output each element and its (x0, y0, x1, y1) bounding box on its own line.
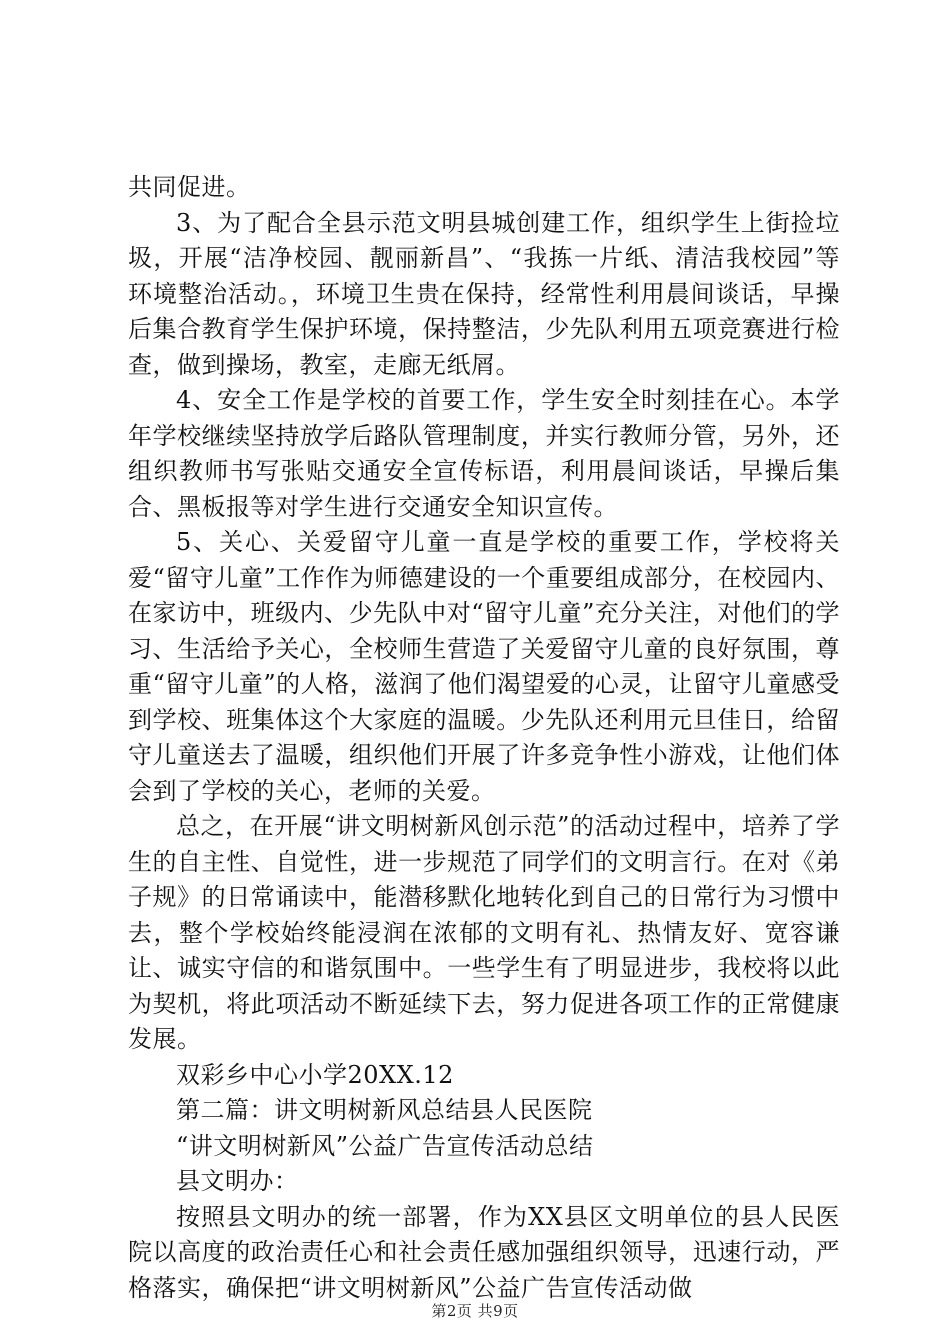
section-heading: 第二篇：讲文明树新风总结县人民医院 (176, 1096, 593, 1124)
paragraph-continuation: 共同促进。 (128, 173, 251, 201)
report-title: “讲文明树新风”公益广告宣传活动总结 (176, 1131, 594, 1160)
paragraph-item-5: 5、关心、关爱留守儿童一直是学校的重要工作，学校将关爱“留守儿童”工作作为师德建设的一个重要组成部分，在校园内、在家访中，班级内、少先队中对“留守儿童”充分关注，对他们的学习、生活给予关心，全校师生营造了关爱留守儿童的良好氛围，尊重“留守儿童”的人格，滋润了他们渴望爱的心灵，让留守儿童感受到学校、班集体这个大家庭的温暖。少先队还利用元旦佳日，给留守儿童送去了温暖，组织他们开展了许多竞争性小游戏，让他们体会到了学校的关心，老师的关爱。 (128, 528, 840, 805)
document-body (128, 170, 840, 1306)
paragraph-item-3: 3、为了配合全县示范文明县城创建工作，组织学生上街捡垃圾，开展“洁净校园、靓丽新昌”、“我拣一片纸、清洁我校园”等环境整治活动。，环境卫生贵在保持，经常性利用晨间谈话，早操后集合教育学生保护环境，保持整洁，少先队利用五项竞赛进行检查，做到操场，教室，走廊无纸屑。 (128, 208, 840, 379)
page-number-footer: 第2页 共9页 (431, 1302, 519, 1320)
signature-line: 双彩乡中心小学20XX.12 (176, 1060, 454, 1089)
salutation: 县文明办： (176, 1167, 299, 1195)
paragraph-summary: 总之，在开展“讲文明树新风创示范”的活动过程中，培养了学生的自主性、自觉性，进一步规范了同学们的文明言行。在对《弟子规》的日常诵读中，能潜移默化地转化到自己的日常行为习惯中去，整个学校始终能浸润在浓郁的文明有礼、热情友好、宽容谦让、诚实守信的和谐氛围中。一些学生有了明显进步，我校将以此为契机，将此项活动不断延续下去，努力促进各项工作的正常健康发展。 (128, 812, 840, 1053)
paragraph-report-intro: 按照县文明办的统一部署，作为XX县区文明单位的县人民医院以高度的政治责任心和社会责任感加强组织领导，迅速行动，严格落实，确保把“讲文明树新风”公益广告宣传活动做 (128, 1202, 840, 1302)
paragraph-item-4: 4、安全工作是学校的首要工作，学生安全时刻挂在心。本学年学校继续坚持放学后路队管理制度，并实行教师分管，另外，还组织教师书写张贴交通安全宣传标语，利用晨间谈话，早操后集合、黑板报等对学生进行交通安全知识宣传。 (128, 386, 840, 521)
